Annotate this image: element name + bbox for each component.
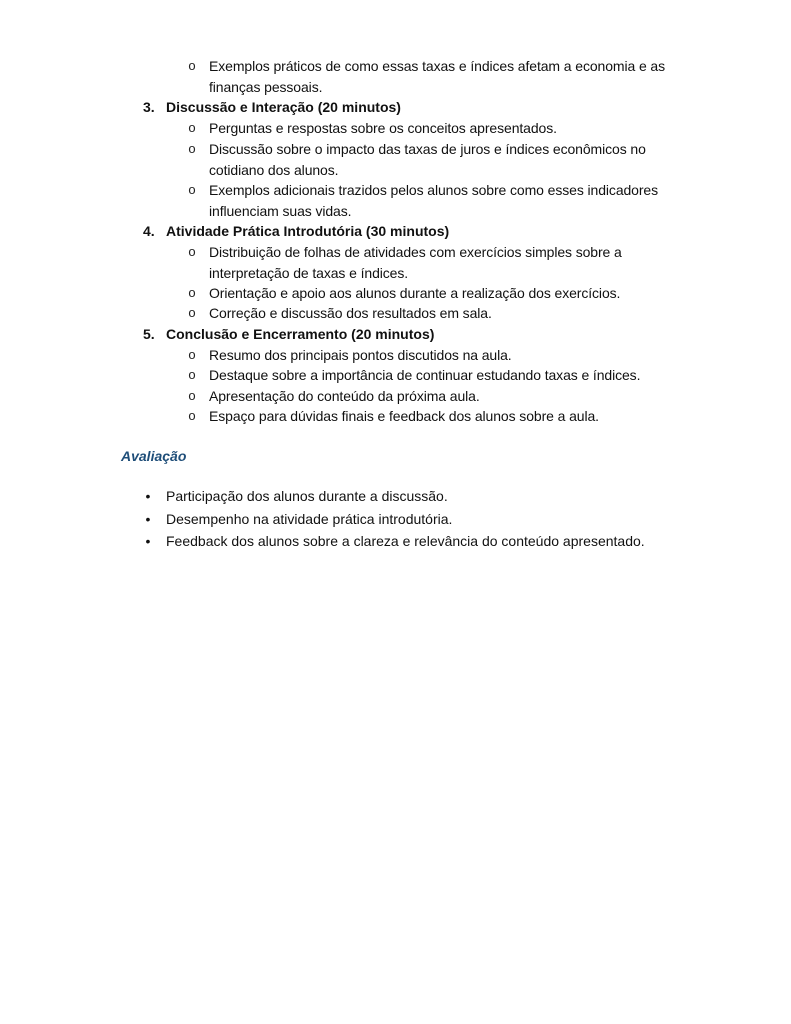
sub-bullet-marker: o <box>188 244 196 259</box>
bullet-marker: • <box>145 488 151 504</box>
bullet-marker: • <box>145 533 151 549</box>
sub-bullet-marker: o <box>188 120 196 135</box>
evaluation-heading: Avaliação <box>121 448 187 464</box>
section-title: Discussão e Interação (20 minutos) <box>166 99 401 115</box>
list-item: Participação dos alunos durante a discussão. <box>166 488 448 504</box>
section-title: Conclusão e Encerramento (20 minutos) <box>166 326 435 342</box>
section-title: Atividade Prática Introdutória (30 minutos) <box>166 223 450 239</box>
bullet-marker: • <box>145 511 151 527</box>
list-item: Feedback dos alunos sobre a clareza e relevância do conteúdo apresentado. <box>166 533 645 549</box>
sub-bullet-marker: o <box>188 347 196 362</box>
list-item: Orientação e apoio aos alunos durante a realização dos exercícios. <box>209 285 621 301</box>
sub-bullet-marker: o <box>188 141 196 156</box>
list-item: Discussão sobre o impacto das taxas de juros e índices econômicos no cotidiano dos alunos. <box>209 141 646 178</box>
sub-bullet-marker: o <box>188 388 196 403</box>
sub-bullet-marker: o <box>188 58 196 73</box>
list-item: Exemplos práticos de como essas taxas e índices afetam a economia e as finanças pessoais. <box>209 58 666 95</box>
sub-bullet-marker: o <box>188 182 196 197</box>
sub-bullet-marker: o <box>188 408 196 423</box>
list-item: Perguntas e respostas sobre os conceitos apresentados. <box>209 120 557 136</box>
sub-bullet-marker: o <box>188 305 196 320</box>
section-number: 5. <box>143 326 155 342</box>
list-item: Apresentação do conteúdo da próxima aula. <box>209 388 480 404</box>
list-item: Correção e discussão dos resultados em sala. <box>209 305 492 321</box>
sub-bullet-marker: o <box>188 367 196 382</box>
list-item: Resumo dos principais pontos discutidos na aula. <box>209 347 512 363</box>
list-item: Destaque sobre a importância de continuar estudando taxas e índices. <box>209 367 641 383</box>
list-item: Espaço para dúvidas finais e feedback dos alunos sobre a aula. <box>209 408 599 424</box>
sub-bullet-marker: o <box>188 285 196 300</box>
section-number: 4. <box>143 223 155 239</box>
list-item: Distribuição de folhas de atividades com exercícios simples sobre a interpretação de taxas e índices. <box>209 244 622 281</box>
list-item: Exemplos adicionais trazidos pelos alunos sobre como esses indicadores influenciam suas vidas. <box>209 182 659 219</box>
list-item: Desempenho na atividade prática introdutória. <box>166 511 453 527</box>
section-number: 3. <box>143 99 155 115</box>
